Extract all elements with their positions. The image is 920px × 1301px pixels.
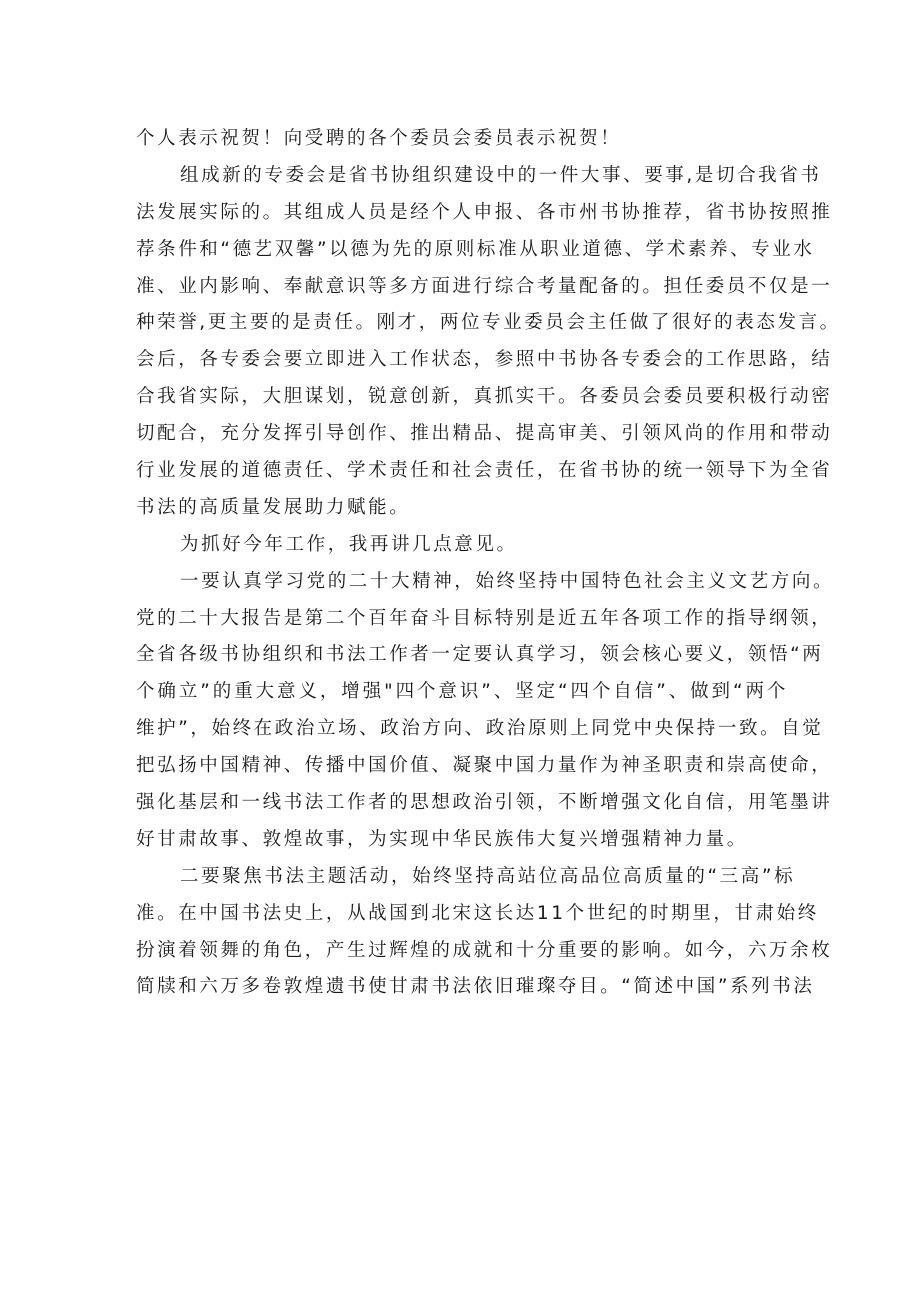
text-line: 准、业内影响、奉献意识等多方面进行综合考量配备的。担任委员不仅是一 bbox=[136, 275, 833, 297]
text-line: 书法的高质量发展助力赋能。 bbox=[136, 496, 411, 518]
text-line: 简牍和六万多卷敦煌遗书使甘肃书法依旧璀璨夺目。“简述中国”系列书法 bbox=[136, 976, 815, 998]
text-line: 切配合，充分发挥引导创作、推出精品、提高审美、引领风尚的作用和带动 bbox=[136, 423, 833, 445]
paragraph-first-line: 一要认真学习党的二十大精神，始终坚持中国特色社会主义文艺方向。 bbox=[180, 570, 835, 592]
text-line: 荐条件和“德艺双馨”以德为先的原则标准从职业道德、学术素养、专业水 bbox=[136, 238, 815, 260]
text-line: 维护”，始终在政治立场、政治方向、政治原则上同党中央保持一致。自觉 bbox=[136, 718, 824, 740]
text-line: 个人表示祝贺！向受聘的各个委员会委员表示祝贺！ bbox=[136, 128, 622, 149]
text-line: 种荣誉,更主要的是责任。刚才，两位专业委员会主任做了很好的表态发言。 bbox=[136, 312, 841, 334]
text-line: 行业发展的道德责任、学术责任和社会责任，在省书协的统一领导下为全省 bbox=[136, 460, 833, 482]
text-line: 会后，各专委会要立即进入工作状态，参照中书协各专委会的工作思路，结 bbox=[136, 349, 833, 371]
text-line: 个确立”的重大意义，增强"四个意识”、坚定“四个自信”、做到“两个 bbox=[136, 681, 788, 703]
paragraph-first-line: 二要聚焦书法主题活动，始终坚持高站位高品位高质量的“三高”标 bbox=[180, 865, 796, 887]
text-line: 全省各级书协组织和书法工作者一定要认真学习，领会核心要义，领悟“两 bbox=[136, 644, 824, 666]
text-line: 扮演着领舞的角色，产生过辉煌的成就和十分重要的影响。如今，六万余枚 bbox=[136, 939, 833, 961]
text-line: 把弘扬中国精神、传播中国价值、凝聚中国力量作为神圣职责和崇高使命， bbox=[136, 755, 833, 777]
body-text bbox=[136, 121, 841, 1006]
text-line: 合我省实际，大胆谋划，锐意创新，真抓实干。各委员会委员要积极行动密 bbox=[136, 386, 833, 408]
text-line: 法发展实际的。其组成人员是经个人申报、各市州书协推荐，省书协按照推 bbox=[136, 201, 833, 223]
text-line: 党的二十大报告是第二个百年奋斗目标特别是近五年各项工作的指导纲领， bbox=[136, 607, 833, 629]
text-line: 准。在中国书法史上，从战国到北宋这长达11个世纪的时期里，甘肃始终 bbox=[136, 902, 819, 924]
paragraph-first-line: 为抓好今年工作，我再讲几点意见。 bbox=[180, 533, 518, 555]
text-line: 强化基层和一线书法工作者的思想政治引领，不断增强文化自信，用笔墨讲 bbox=[136, 792, 833, 814]
paragraph-first-line: 组成新的专委会是省书协组织建设中的一件大事、要事,是切合我省书 bbox=[180, 164, 822, 186]
text-line: 好甘肃故事、敦煌故事，为实现中华民族伟大复兴增强精神力量。 bbox=[136, 828, 748, 850]
